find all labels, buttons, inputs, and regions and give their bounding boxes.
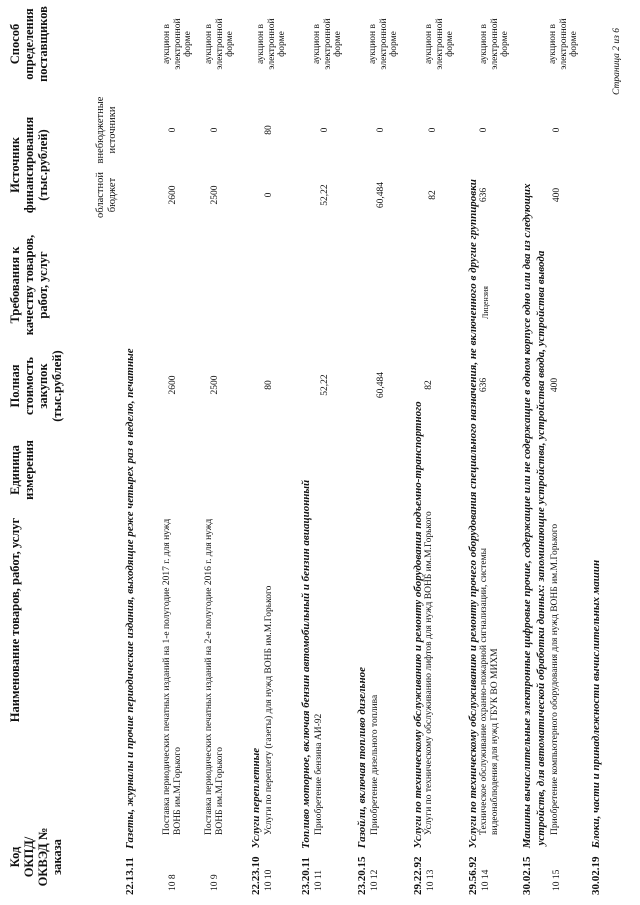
row-extrabudget: 0 — [210, 127, 220, 133]
header-source: Источник финансирования (тыс.рублей) — [8, 116, 50, 214]
page-number: Страница 2 из 6 — [612, 28, 622, 95]
row-method: аукцион в электронной форме — [162, 18, 193, 70]
header-source-regional: областной бюджет — [95, 172, 118, 218]
header-requirements: Требования к качеству товаров, работ, услуг — [8, 234, 50, 336]
row-name: Поставка периодических печатных изданий на 2-е полугодие 2016 г. для нужд ВОНБ им.М.Горького — [204, 518, 225, 835]
row-extrabudget: 0 — [320, 127, 330, 133]
row-requirement: Лицензия — [481, 286, 490, 319]
row-name: Приобретение бензина АИ-92 — [314, 713, 324, 835]
row-name: Услуги по техническому обслуживанию лифтов для нужд ВОНБ им.М.Горького — [424, 511, 434, 835]
header-source-extrabudget: внебюджетные источники — [95, 96, 118, 164]
row-regional: 60,484 — [376, 181, 386, 209]
row-total: 2600 — [168, 375, 178, 395]
row-name: Поставка периодических печатных изданий на 1-е полугодие 2017 г. для нужд ВОНБ им.М.Горького — [162, 518, 183, 835]
row-extrabudget: 0 — [376, 127, 386, 133]
row-regional: 0 — [264, 192, 274, 198]
row-number: 10 12 — [370, 869, 380, 891]
row-regional: 2500 — [210, 185, 220, 205]
group-heading: 22.23.10 Услуги переплетные — [250, 747, 262, 895]
row-name: Приобретение компьютерного оборудования для нужд ВОНБ им.М.Горького — [550, 523, 560, 835]
row-method: аукцион в электронной форме — [256, 18, 287, 70]
row-extrabudget: 0 — [479, 127, 489, 133]
group-heading: 30.02.19 Блоки, части и принадлежности вычислительных машин — [590, 559, 602, 895]
row-number: 10 8 — [168, 874, 178, 891]
row-total: 2500 — [210, 375, 220, 395]
row-method: аукцион в электронной форме — [479, 18, 510, 70]
row-regional: 400 — [552, 187, 562, 203]
row-total: 80 — [264, 380, 274, 390]
row-total: 52,22 — [320, 374, 330, 396]
row-method: аукцион в электронной форме — [368, 18, 399, 70]
row-total: 636 — [479, 377, 489, 393]
row-method: аукцион в электронной форме — [548, 18, 579, 70]
row-number: 10 14 — [481, 869, 491, 891]
header-code: Код ОКПД/ ОКВЭД № заказа — [8, 827, 64, 887]
row-name: Приобретение дизельного топлива — [370, 694, 380, 835]
row-extrabudget: 80 — [264, 125, 274, 135]
row-total: 60,484 — [376, 371, 386, 399]
row-method: аукцион в электронной форме — [424, 18, 455, 70]
row-regional: 52,22 — [320, 184, 330, 206]
group-heading: 29.56.92 Услуги по техническому обслуживанию и ремонту прочего оборудования специального назначения, не включенного в другие группировки — [467, 179, 479, 895]
row-number: 10 13 — [426, 869, 436, 891]
row-method: аукцион в электронной форме — [312, 18, 343, 70]
header-method: Способ определения поставщиков — [8, 6, 50, 82]
row-number: 10 11 — [314, 869, 324, 891]
row-name: Услуги по переплету (газеты) для нужд ВОНБ им.М.Горького — [264, 585, 274, 835]
row-extrabudget: 0 — [428, 127, 438, 133]
header-unit: Единица измерения — [8, 440, 36, 500]
row-number: 10 15 — [552, 869, 562, 891]
row-name: Техническое обслуживание охранно-пожарной сигнализации, системы видеонаблюдения для нужд ГБУК ВО МИХМ — [479, 547, 500, 835]
header-name: Наименование товаров, работ, услуг — [8, 517, 22, 723]
group-heading: 23.20.15 Газойли, включая топливо дизельное — [356, 666, 368, 895]
group-heading: 22.13.11 Газеты, журналы и прочие периодические издания, выходящие реже четырех раз в неделю, печатные — [124, 348, 136, 895]
row-number: 10 9 — [210, 874, 220, 891]
header-total: Полная стоимость закупок (тыс.рублей) — [8, 350, 64, 422]
row-regional: 2600 — [168, 185, 178, 205]
group-heading-continued: устройств, для автоматической обработки данных: запоминающие устройства, устройства ввода, устройства вывода — [535, 250, 547, 846]
row-regional: 636 — [479, 187, 489, 203]
row-number: 10 10 — [264, 869, 274, 891]
group-heading: 29.22.92 Услуги по техническому обслуживанию и ремонту оборудования подъемно-транспортного — [412, 401, 424, 895]
row-total: 400 — [550, 377, 560, 393]
row-method: аукцион в электронной форме — [204, 18, 235, 70]
group-heading: 30.02.15 Машины вычислительные электронные цифровые прочие, содержащие или не содержащие в одном корпусе одно или два из следующих — [521, 183, 533, 895]
row-extrabudget: 0 — [552, 127, 562, 133]
row-total: 82 — [424, 380, 434, 390]
group-heading: 23.20.11 Топливо моторное, включая бензин автомобильный и бензин авиационный — [300, 479, 312, 895]
row-regional: 82 — [428, 190, 438, 200]
row-extrabudget: 0 — [168, 127, 178, 133]
